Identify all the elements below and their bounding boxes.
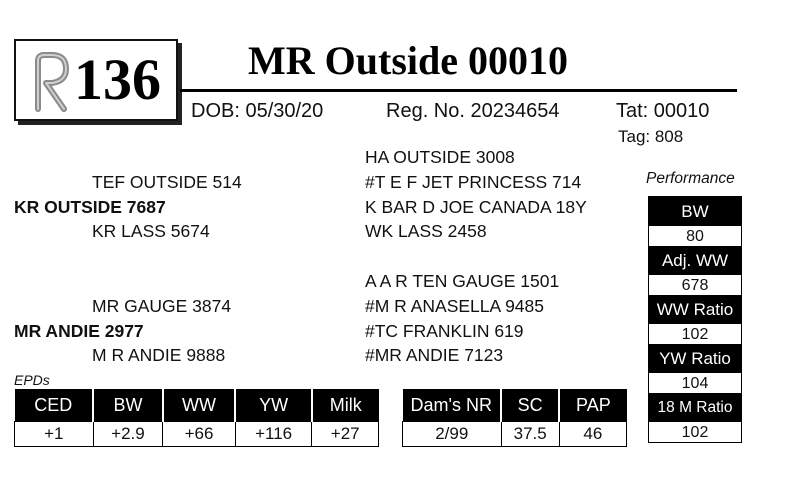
performance-value-yw-ratio: 104 — [649, 373, 741, 393]
dam-stats-header-pap: PAP — [559, 389, 626, 422]
dam-stats-value-pap: 46 — [559, 422, 626, 447]
dam-stats-value-sc: 37.5 — [501, 422, 559, 447]
performance-header-ww-ratio: WW Ratio — [649, 295, 741, 324]
dam-stats-header-sc: SC — [501, 389, 559, 422]
epd-header-ced: CED — [15, 389, 94, 422]
epd-value-ww: +66 — [163, 422, 236, 447]
epd-value-milk: +27 — [312, 422, 379, 447]
epd-header-ww: WW — [163, 389, 236, 422]
epd-header-row — [15, 389, 379, 422]
epd-header-milk: Milk — [312, 389, 379, 422]
dam-stats-value-nr: 2/99 — [403, 422, 502, 447]
epd-value-yw: +116 — [235, 422, 312, 447]
ranch-logo-icon — [24, 49, 74, 115]
pedigree-sire-dam-sire: K BAR D JOE CANADA 18Y — [365, 197, 587, 217]
pedigree-sire: KR OUTSIDE 7687 — [14, 197, 166, 217]
pedigree-sire-dam: KR LASS 5674 — [92, 221, 210, 241]
pedigree-sire-sire-dam: #T E F JET PRINCESS 714 — [365, 172, 582, 192]
registration-number: Reg. No. 20234654 — [386, 100, 560, 122]
pedigree-dam-dam-sire: #TC FRANKLIN 619 — [365, 321, 524, 341]
performance-header-adj-ww: Adj. WW — [649, 246, 741, 275]
performance-value-18m-ratio: 102 — [649, 422, 741, 442]
epd-value-ced: +1 — [15, 422, 94, 447]
lot-box — [14, 39, 178, 121]
epd-value-row — [15, 422, 379, 447]
epds-label: EPDs — [14, 372, 50, 388]
epd-header-bw: BW — [93, 389, 163, 422]
performance-value-bw: 80 — [649, 226, 741, 246]
performance-table — [648, 196, 742, 443]
performance-label: Performance — [646, 170, 735, 187]
pedigree-sire-sire: TEF OUTSIDE 514 — [92, 172, 242, 192]
performance-header-bw: BW — [649, 197, 741, 226]
epd-table — [14, 389, 379, 447]
lot-number: 136 — [74, 47, 161, 112]
pedigree-dam-dam: M R ANDIE 9888 — [92, 345, 226, 365]
dam-stats-header-row — [403, 389, 627, 422]
pedigree-dam: MR ANDIE 2977 — [14, 321, 144, 341]
epd-header-yw: YW — [235, 389, 312, 422]
epd-value-bw: +2.9 — [93, 422, 163, 447]
pedigree-dam-sire-sire: A A R TEN GAUGE 1501 — [365, 271, 560, 291]
dam-stats-header-nr: Dam's NR — [403, 389, 502, 422]
animal-name-title: MR Outside 00010 — [248, 38, 568, 83]
pedigree-dam-dam-dam: #MR ANDIE 7123 — [365, 345, 504, 365]
tattoo-text: Tat: 00010 — [616, 100, 710, 122]
tag-text: Tag: 808 — [618, 127, 684, 146]
title-rule — [180, 89, 737, 92]
pedigree-dam-sire-dam: #M R ANASELLA 9485 — [365, 296, 544, 316]
performance-header-yw-ratio: YW Ratio — [649, 344, 741, 373]
dam-stats-table — [402, 389, 627, 447]
pedigree-sire-sire-sire: HA OUTSIDE 3008 — [365, 147, 515, 167]
performance-value-ww-ratio: 102 — [649, 324, 741, 344]
pedigree-dam-sire: MR GAUGE 3874 — [92, 296, 232, 316]
dob-text: DOB: 05/30/20 — [191, 100, 324, 122]
performance-header-18m-ratio: 18 M Ratio — [649, 393, 741, 422]
pedigree-sire-dam-dam: WK LASS 2458 — [365, 221, 487, 241]
performance-value-adj-ww: 678 — [649, 275, 741, 295]
dam-stats-value-row — [403, 422, 627, 447]
